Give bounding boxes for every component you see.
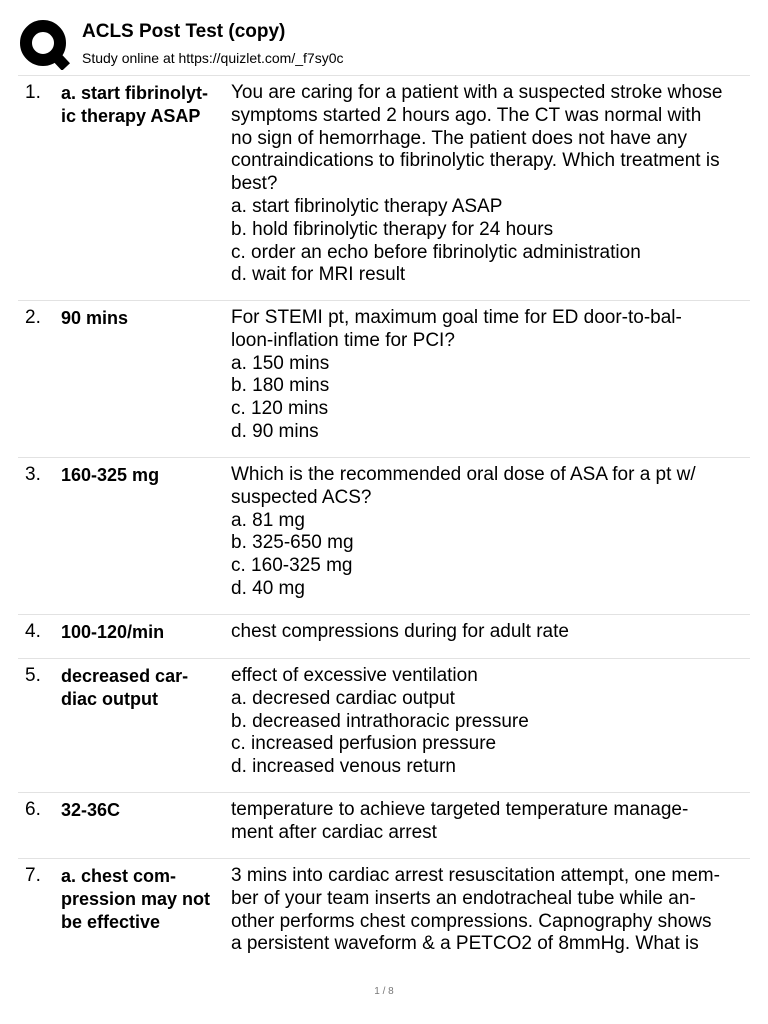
question-line: loon-inflation time for PCI?: [231, 329, 455, 351]
answer-term: [61, 621, 229, 644]
question-line: a. 81 mg: [231, 509, 305, 531]
answer-term: [61, 82, 229, 128]
question-line: a. start fibrinolytic therapy ASAP: [231, 195, 503, 217]
question-definition: [231, 307, 750, 444]
answer-line: a. start fibrinolyt-: [61, 83, 209, 103]
question-definition: [231, 464, 750, 601]
flashcard-row: [18, 658, 750, 792]
row-number: 3.: [25, 464, 41, 485]
question-line: chest compressions during for adult rate: [231, 621, 569, 642]
answer-term: [61, 307, 229, 330]
answer-line: 90 mins: [61, 308, 129, 328]
flashcard-row: [18, 792, 750, 858]
question-definition: [231, 621, 750, 644]
answer-line: 32-36C: [61, 800, 121, 820]
question-line: c. 160-325 mg: [231, 555, 353, 577]
row-number: 7.: [25, 865, 41, 886]
row-number: 1.: [25, 82, 41, 103]
question-definition: [231, 799, 750, 845]
document-header: [20, 18, 750, 70]
row-number: 6.: [25, 799, 41, 820]
answer-term: [61, 799, 229, 822]
question-line: best?: [231, 173, 278, 195]
answer-line: ic therapy ASAP: [61, 105, 201, 126]
question-line: a. decresed cardiac output: [231, 687, 455, 709]
question-definition: [231, 665, 750, 779]
answer-term: [61, 464, 229, 487]
question-line: For STEMI pt, maximum goal time for ED door-to-bal-: [231, 307, 682, 328]
question-line: ber of your team inserts an endotracheal tube while an-: [231, 887, 696, 909]
question-line: c. 120 mins: [231, 398, 329, 420]
answer-line: pression may not: [61, 888, 211, 909]
question-line: c. increased perfusion pressure: [231, 733, 497, 755]
question-line: suspected ACS?: [231, 486, 372, 508]
question-line: b. 325-650 mg: [231, 532, 354, 554]
answer-line: 160-325 mg: [61, 465, 160, 485]
question-line: no sign of hemorrhage. The patient does not have any: [231, 127, 687, 149]
question-line: a. 150 mins: [231, 352, 330, 374]
question-line: temperature to achieve targeted temperature manage-: [231, 799, 689, 820]
flashcard-row: [18, 858, 750, 968]
answer-term: [61, 865, 229, 933]
question-line: contraindications to fibrinolytic therapy. Which treatment is: [231, 150, 720, 172]
document-title: ACLS Post Test (copy): [82, 21, 286, 42]
row-number: 5.: [25, 665, 41, 686]
flashcard-row: [18, 457, 750, 614]
answer-line: a. chest com-: [61, 866, 177, 886]
question-line: d. wait for MRI result: [231, 264, 406, 286]
flashcard-row: [18, 300, 750, 457]
question-line: effect of excessive ventilation: [231, 665, 478, 686]
question-line: symptoms started 2 hours ago. The CT was normal with: [231, 104, 702, 126]
question-definition: [231, 82, 750, 287]
question-definition: [231, 865, 750, 956]
quizlet-logo-icon: [20, 20, 70, 70]
flashcard-row: [18, 614, 750, 658]
answer-term: [61, 665, 229, 711]
answer-line: be effective: [61, 911, 161, 932]
answer-line: 100-120/min: [61, 622, 165, 642]
answer-line: decreased car-: [61, 666, 189, 686]
flashcard-list: [18, 75, 750, 968]
question-line: b. hold fibrinolytic therapy for 24 hours: [231, 218, 554, 240]
row-number: 2.: [25, 307, 41, 328]
row-number: 4.: [25, 621, 41, 642]
question-line: You are caring for a patient with a suspected stroke whose: [231, 82, 723, 103]
question-line: 3 mins into cardiac arrest resuscitation attempt, one mem-: [231, 865, 720, 886]
answer-line: diac output: [61, 688, 158, 709]
question-line: b. decreased intrathoracic pressure: [231, 710, 529, 732]
question-line: c. order an echo before fibrinolytic administration: [231, 241, 641, 263]
page-indicator: 1 / 8: [374, 986, 394, 997]
study-online-link[interactable]: Study online at https://quizlet.com/_f7sy0c: [82, 50, 344, 66]
question-line: ment after cardiac arrest: [231, 821, 437, 843]
question-line: a persistent waveform & a PETCO2 of 8mmHg. What is: [231, 933, 699, 955]
flashcard-row: [18, 75, 750, 300]
question-line: d. increased venous return: [231, 756, 456, 778]
question-line: other performs chest compressions. Capnography shows: [231, 910, 712, 932]
question-line: d. 90 mins: [231, 420, 319, 442]
question-line: Which is the recommended oral dose of ASA for a pt w/: [231, 464, 696, 485]
question-line: b. 180 mins: [231, 375, 330, 397]
question-line: d. 40 mg: [231, 577, 305, 599]
